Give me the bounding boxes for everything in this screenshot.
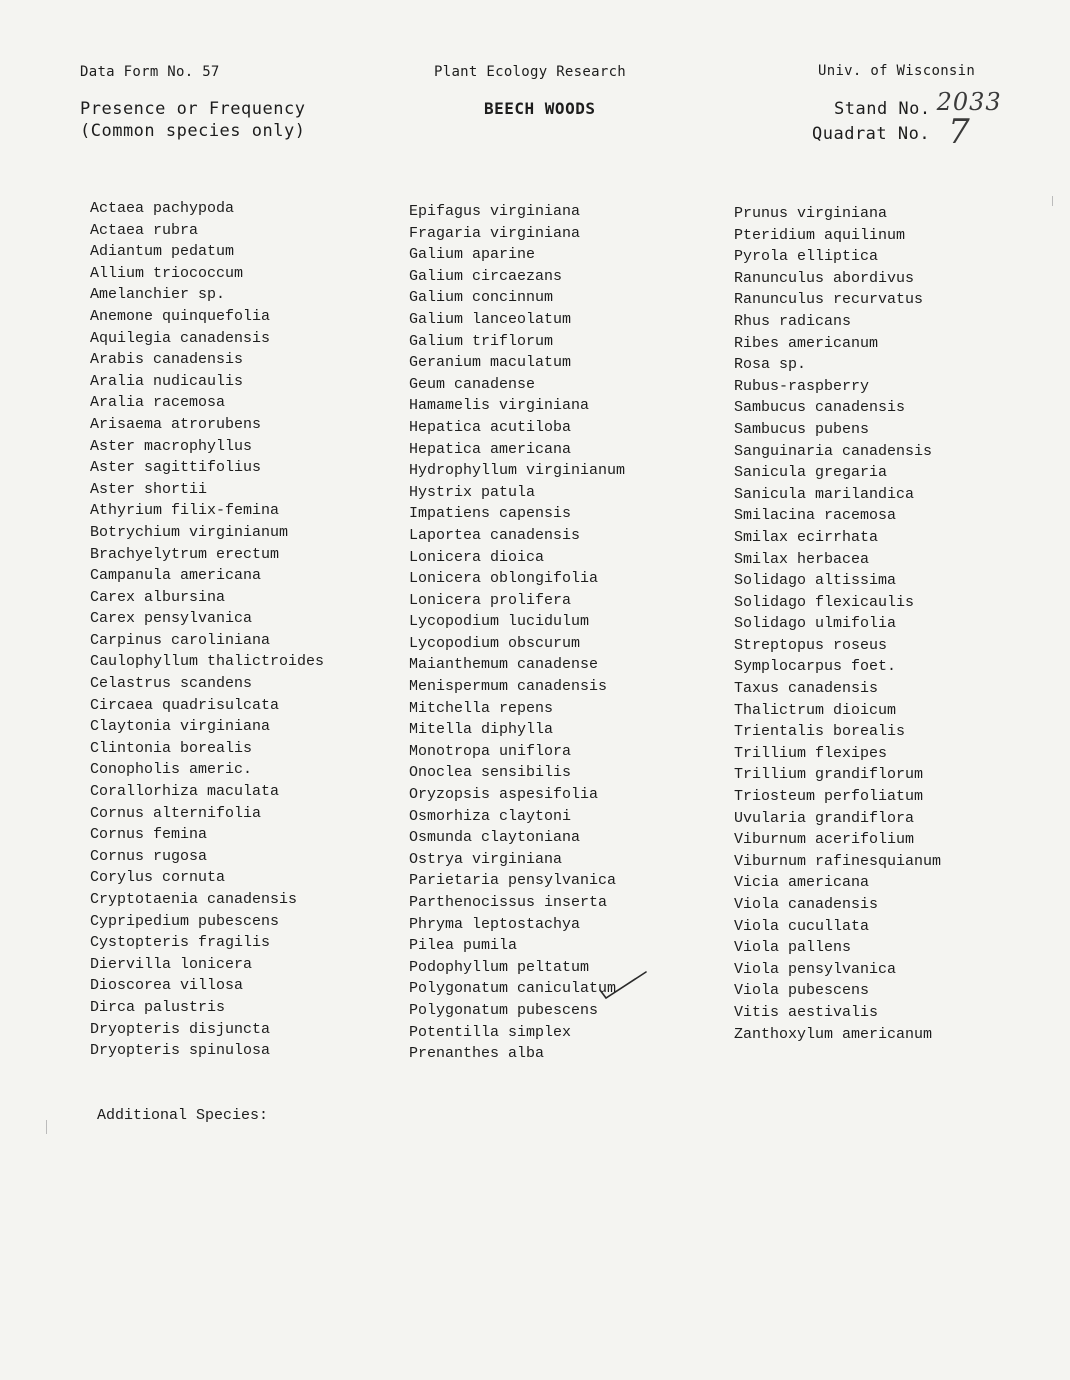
species-entry: Aralia racemosa (90, 394, 226, 412)
species-entry: Claytonia virginiana (90, 718, 271, 736)
species-entry: Cornus femina (90, 826, 208, 844)
species-entry: Galium circaezans (409, 267, 563, 285)
species-entry: Osmorhiza claytoni (409, 807, 572, 825)
species-entry: Podophyllum peltatum (409, 958, 590, 976)
species-entry: Cryptotaenia canadensis (90, 891, 298, 908)
species-entry: Lycopodium obscurum (409, 634, 581, 652)
species-entry: Viola pubescens (734, 982, 870, 1000)
quadrat-label: Quadrat No. (812, 124, 931, 144)
species-entry: Viola cucullata (734, 917, 870, 935)
species-entry: Hystrix patula (409, 483, 536, 501)
species-entry: Aquilegia canadensis (90, 329, 271, 347)
species-entry: Prenanthes alba (409, 1045, 545, 1063)
species-entry: Polygonatum caniculatum (409, 980, 617, 998)
species-entry: Circaea quadrisulcata (90, 696, 280, 714)
species-entry: Vicia americana (734, 874, 870, 892)
species-entry: Viburnum acerifolium (734, 831, 915, 849)
species-entry: Maianthemum canadense (409, 656, 599, 674)
species-entry: Streptopus roseus (734, 636, 888, 654)
species-entry: Geranium maculatum (409, 354, 572, 372)
species-entry: Arisaema atrorubens (90, 415, 262, 433)
species-entry: Sanicula gregaria (734, 464, 888, 482)
species-entry: Athyrium filix-femina (90, 502, 280, 520)
species-entry: Trillium flexipes (734, 744, 888, 762)
species-entry: Conopholis americ. (90, 761, 253, 779)
species-entry: Smilax ecirrhata (734, 528, 879, 546)
species-entry: Ranunculus recurvatus (734, 291, 924, 309)
page-mark (46, 1120, 47, 1134)
species-entry: Lonicera oblongifolia (409, 570, 599, 588)
species-entry: Uvularia grandiflora (734, 809, 915, 827)
species-entry: Galium triflorum (409, 332, 554, 350)
species-entry: Sanicula marilandica (734, 485, 915, 503)
species-entry: Ribes americanum (734, 334, 879, 352)
species-entry: Cornus rugosa (90, 847, 208, 865)
species-entry: Epifagus virginiana (409, 203, 581, 220)
species-entry: Smilax herbacea (734, 550, 870, 568)
species-entry: Symplocarpus foet. (734, 658, 897, 676)
species-entry: Triosteum perfoliatum (734, 788, 924, 806)
species-entry: Pteridium aquilinum (734, 226, 906, 244)
species-entry: Caulophyllum thalictroides (90, 653, 325, 671)
species-entry: Dirca palustris (90, 998, 226, 1016)
species-entry: Thalictrum dioicum (734, 701, 897, 719)
page-mark (1052, 196, 1053, 206)
species-entry: Geum canadense (409, 375, 536, 393)
species-entry: Cypripedium pubescens (90, 912, 280, 930)
species-entry: Aralia nudicaulis (90, 372, 244, 390)
species-column-3 (734, 203, 941, 1045)
species-entry: Cystopteris fragilis (90, 934, 271, 952)
form-type-line2: (Common species only) (80, 121, 306, 141)
species-entry: Trillium grandiflorum (734, 766, 924, 784)
species-entry: Cornus alternifolia (90, 804, 262, 822)
species-entry: Aster shortii (90, 480, 208, 498)
species-entry: Viola pallens (734, 939, 852, 957)
species-entry: Viburnum rafinesquianum (734, 852, 942, 870)
species-entry: Aster macrophyllus (90, 437, 253, 455)
species-entry: Ostrya virginiana (409, 850, 563, 868)
species-entry: Smilacina racemosa (734, 507, 897, 525)
species-entry: Parietaria pensylvanica (409, 872, 617, 890)
quadrat-number-row (812, 112, 971, 152)
species-entry: Solidago ulmifolia (734, 615, 897, 633)
species-entry: Corylus cornuta (90, 869, 226, 887)
species-entry: Hamamelis virginiana (409, 397, 590, 415)
species-entry: Menispermum canadensis (409, 678, 608, 696)
checkmark-icon (598, 968, 650, 1004)
species-entry: Actaea rubra (90, 221, 199, 239)
species-entry: Ranunculus abordivus (734, 269, 915, 287)
species-entry: Anemone quinquefolia (90, 307, 271, 325)
species-entry: Galium aparine (409, 246, 536, 264)
program-title: Plant Ecology Research (434, 64, 627, 80)
species-entry: Celastrus scandens (90, 675, 253, 693)
species-entry: Carex pensylvanica (90, 610, 253, 628)
form-number: Data Form No. 57 (80, 64, 220, 80)
species-entry: Lycopodium lucidulum (409, 613, 590, 631)
species-entry: Sanguinaria canadensis (734, 442, 933, 460)
species-entry: Pyrola elliptica (734, 248, 879, 266)
species-entry: Parthenocissus inserta (409, 894, 608, 911)
species-entry: Sambucus pubens (734, 420, 870, 438)
quadrat-value: 7 (948, 112, 971, 152)
stand-label: Stand No. (834, 99, 931, 119)
species-entry: Taxus canadensis (734, 680, 879, 698)
species-entry: Clintonia borealis (90, 739, 253, 757)
species-entry: Potentilla simplex (409, 1023, 572, 1041)
species-column-2 (409, 201, 625, 1065)
species-entry: Rosa sp. (734, 356, 807, 374)
species-entry: Diervilla lonicera (90, 955, 253, 973)
species-entry: Amelanchier sp. (90, 286, 226, 304)
species-entry: Actaea pachypoda (90, 200, 235, 217)
species-entry: Polygonatum pubescens (409, 1001, 599, 1019)
species-entry: Osmunda claytoniana (409, 829, 581, 847)
species-entry: Oryzopsis aspesifolia (409, 786, 599, 804)
species-entry: Lonicera dioica (409, 548, 545, 566)
form-type-line1: Presence or Frequency (80, 99, 306, 119)
species-entry: Dioscorea villosa (90, 977, 244, 995)
species-entry: Monotropa uniflora (409, 742, 572, 760)
species-entry: Viola pensylvanica (734, 960, 897, 978)
species-entry: Vitis aestivalis (734, 1003, 879, 1021)
species-entry: Solidago flexicaulis (734, 593, 915, 611)
institution: Univ. of Wisconsin (818, 63, 976, 79)
species-entry: Hydrophyllum virginianum (409, 462, 626, 480)
species-entry: Mitella diphylla (409, 721, 554, 739)
species-entry: Trientalis borealis (734, 723, 906, 741)
species-entry: Carex albursina (90, 588, 226, 606)
stand-value: 2033 (936, 88, 1002, 116)
species-entry: Viola canadensis (734, 896, 879, 913)
species-entry: Impatiens capensis (409, 505, 572, 523)
species-entry: Dryopteris spinulosa (90, 1042, 271, 1060)
species-entry: Solidago altissima (734, 572, 897, 590)
species-entry: Phryma leptostachya (409, 915, 581, 933)
species-entry: Adiantum pedatum (90, 243, 235, 261)
species-entry: Campanula americana (90, 567, 262, 585)
species-entry: Zanthoxylum americanum (734, 1025, 933, 1043)
community-title: BEECH WOODS (484, 99, 596, 118)
form-type (80, 98, 305, 142)
species-entry: Arabis canadensis (90, 351, 244, 369)
species-entry: Galium lanceolatum (409, 310, 572, 328)
species-entry: Prunus virginiana (734, 205, 888, 222)
species-entry: Fragaria virginiana (409, 224, 581, 242)
species-entry: Carpinus caroliniana (90, 631, 271, 649)
species-entry: Sambucus canadensis (734, 399, 906, 417)
species-entry: Brachyelytrum erectum (90, 545, 280, 563)
species-entry: Dryopteris disjuncta (90, 1020, 271, 1038)
additional-species-label: Additional Species: (97, 1107, 269, 1124)
species-entry: Corallorhiza maculata (90, 783, 280, 801)
species-entry: Allium triococcum (90, 264, 244, 282)
species-entry: Laportea canadensis (409, 526, 581, 544)
species-entry: Galium concinnum (409, 289, 554, 307)
species-entry: Hepatica americana (409, 440, 572, 458)
species-column-1 (90, 198, 324, 1062)
species-entry: Pilea pumila (409, 937, 518, 955)
species-entry: Rhus radicans (734, 312, 852, 330)
species-entry: Onoclea sensibilis (409, 764, 572, 782)
species-entry: Hepatica acutiloba (409, 418, 572, 436)
species-entry: Rubus-raspberry (734, 377, 870, 395)
species-entry: Aster sagittifolius (90, 459, 262, 477)
species-entry: Lonicera prolifera (409, 591, 572, 609)
species-entry: Mitchella repens (409, 699, 554, 717)
species-entry: Botrychium virginianum (90, 523, 289, 541)
